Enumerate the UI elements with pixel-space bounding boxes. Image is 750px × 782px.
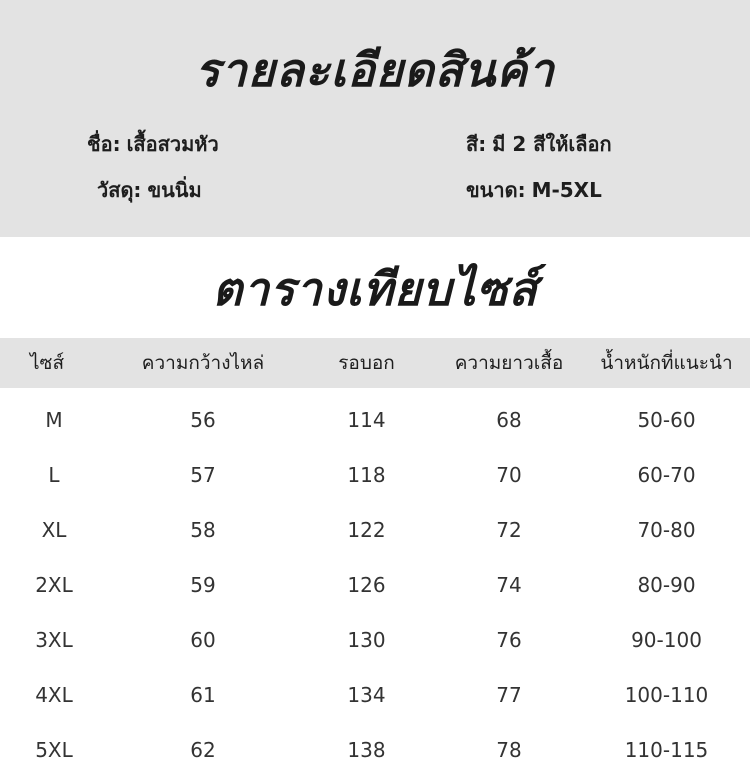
cell-length: 72	[496, 517, 522, 542]
cell-size: M	[45, 407, 63, 432]
cell-length: 70	[496, 462, 522, 487]
spec-size-value: M-5XL	[531, 178, 602, 202]
cell-chest: 134	[347, 682, 386, 707]
size-chart-table	[0, 338, 750, 777]
header-shoulder: ความกว้างไหล่	[108, 338, 298, 388]
header-weight: น้ำหนักที่แนะนำ	[583, 338, 750, 388]
cell-length: 78	[496, 737, 522, 762]
spec-material	[97, 174, 202, 206]
cell-shoulder: 59	[190, 572, 216, 597]
cell-chest: 122	[347, 517, 386, 542]
table-row	[0, 502, 750, 557]
spec-material-label: วัสดุ:	[97, 178, 142, 202]
cell-shoulder: 61	[190, 682, 216, 707]
cell-weight: 60-70	[637, 462, 696, 487]
cell-shoulder: 62	[190, 737, 216, 762]
cell-chest: 138	[347, 737, 386, 762]
cell-shoulder: 57	[190, 462, 216, 487]
cell-chest: 118	[347, 462, 386, 487]
cell-size: L	[48, 462, 60, 487]
spec-color	[466, 128, 612, 160]
header-size: ไซส์	[0, 338, 108, 388]
product-details-section	[0, 0, 750, 237]
table-row	[0, 667, 750, 722]
header-length: ความยาวเสื้อ	[435, 338, 583, 388]
spec-name-label: ชื่อ:	[87, 132, 121, 156]
cell-size: 4XL	[35, 682, 73, 707]
table-row	[0, 722, 750, 777]
cell-size: 5XL	[35, 737, 73, 762]
spec-color-value: มี 2 สีให้เลือก	[492, 132, 612, 156]
cell-length: 68	[496, 407, 522, 432]
spec-material-value: ขนนิ่ม	[147, 178, 202, 202]
cell-weight: 100-110	[624, 682, 709, 707]
cell-length: 76	[496, 627, 522, 652]
cell-chest: 114	[347, 407, 386, 432]
cell-shoulder: 60	[190, 627, 216, 652]
spec-name-value: เสื้อสวมหัว	[126, 132, 219, 156]
table-row	[0, 557, 750, 612]
cell-chest: 126	[347, 572, 386, 597]
cell-chest: 130	[347, 627, 386, 652]
header-chest: รอบอก	[298, 338, 435, 388]
cell-length: 74	[496, 572, 522, 597]
cell-weight: 110-115	[624, 737, 709, 762]
cell-shoulder: 58	[190, 517, 216, 542]
table-row	[0, 388, 750, 447]
table-row	[0, 612, 750, 667]
cell-weight: 70-80	[637, 517, 696, 542]
cell-length: 77	[496, 682, 522, 707]
cell-weight: 90-100	[631, 627, 702, 652]
details-title: รายละเอียดสินค้า	[195, 43, 555, 97]
spec-name	[87, 128, 219, 160]
spec-size-label: ขนาด:	[466, 178, 526, 202]
size-chart-title: ตารางเทียบไซส์	[212, 262, 538, 316]
spec-color-label: สี:	[466, 132, 487, 156]
cell-weight: 80-90	[637, 572, 696, 597]
cell-size: 3XL	[35, 627, 73, 652]
spec-size	[466, 174, 602, 206]
cell-size: 2XL	[35, 572, 73, 597]
cell-shoulder: 56	[190, 407, 216, 432]
table-row	[0, 447, 750, 502]
cell-weight: 50-60	[637, 407, 696, 432]
table-header-row	[0, 338, 750, 388]
cell-size: XL	[41, 517, 67, 542]
